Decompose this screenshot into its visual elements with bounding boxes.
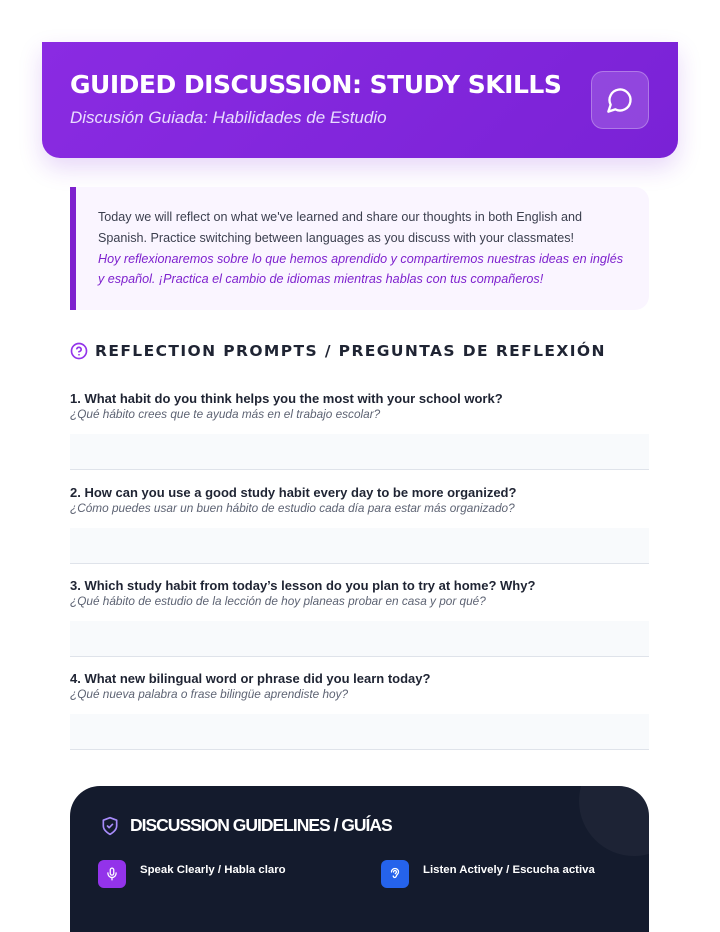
- answer-field[interactable]: [70, 434, 649, 470]
- prompt-spanish: ¿Qué hábito de estudio de la lección de hoy planeas probar en casa y por qué?: [70, 594, 486, 608]
- prompt-english: 2. How can you use a good study habit every day to be more organized?: [70, 485, 517, 500]
- guideline-icon-box: [98, 860, 126, 888]
- prompt-item: [70, 578, 649, 657]
- prompt-item: [70, 485, 649, 564]
- page-header: [42, 42, 678, 158]
- prompt-spanish: ¿Cómo puedes usar un buen hábito de estudio cada día para estar más organizado?: [70, 501, 515, 515]
- page-title: GUIDED DISCUSSION: STUDY SKILLS: [70, 70, 562, 99]
- prompt-english: 1. What habit do you think helps you the most with your school work?: [70, 391, 503, 406]
- intro-spanish: Hoy reflexionaremos sobre lo que hemos aprendido y compartiremos nuestras ideas en inglés y español. ¡Practica el cambio de idiomas mientras hablas con tus compañeros!: [98, 252, 624, 286]
- chat-bubble-icon: [606, 86, 634, 114]
- question-circle-icon: [70, 342, 88, 360]
- ear-icon: [388, 867, 402, 881]
- guidelines-title: DISCUSSION GUIDELINES / GUÍAS: [130, 815, 392, 835]
- guideline-item: [381, 860, 595, 888]
- guideline-item: [98, 860, 286, 888]
- prompt-item: [70, 671, 649, 750]
- answer-field[interactable]: [70, 714, 649, 750]
- answer-field[interactable]: [70, 621, 649, 657]
- guidelines-heading: [100, 815, 392, 836]
- intro-callout: [70, 187, 649, 310]
- reflection-heading: [70, 340, 606, 362]
- prompt-english: 4. What new bilingual word or phrase did you learn today?: [70, 671, 431, 686]
- answer-field[interactable]: [70, 528, 649, 564]
- page-subtitle: Discusión Guiada: Habilidades de Estudio: [70, 108, 387, 127]
- guideline-label: Speak Clearly / Habla claro: [140, 864, 286, 876]
- microphone-icon: [105, 867, 119, 881]
- prompt-english: 3. Which study habit from today’s lesson do you plan to try at home? Why?: [70, 578, 536, 593]
- guideline-label: Listen Actively / Escucha activa: [423, 864, 595, 876]
- reflection-title: REFLECTION PROMPTS / PREGUNTAS DE REFLEXIÓN: [95, 342, 606, 360]
- prompt-item: [70, 391, 649, 470]
- header-icon-box: [591, 71, 649, 129]
- decorative-circle: [579, 786, 649, 856]
- guidelines-panel: [70, 786, 649, 932]
- intro-english: Today we will reflect on what we've learned and share our thoughts in both English and Spanish. Practice switching between languages as you discuss with your classmates!: [98, 210, 583, 245]
- prompt-spanish: ¿Qué nueva palabra o frase bilingüe aprendiste hoy?: [70, 687, 349, 701]
- guideline-icon-box: [381, 860, 409, 888]
- shield-check-icon: [100, 816, 120, 836]
- prompt-spanish: ¿Qué hábito crees que te ayuda más en el trabajo escolar?: [70, 407, 381, 421]
